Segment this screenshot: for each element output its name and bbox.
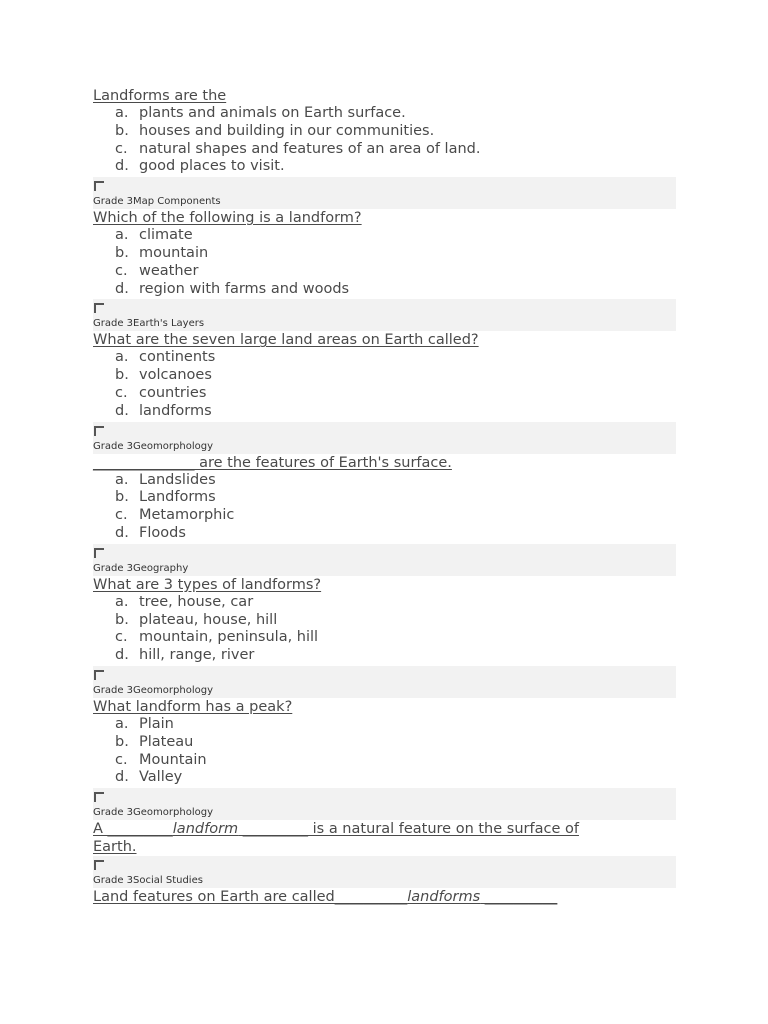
question-4 bbox=[93, 454, 676, 472]
checkbox-icon[interactable] bbox=[94, 303, 104, 313]
answer-blank: ______________ bbox=[93, 454, 195, 471]
question-text: _________ is a natural feature on the surface of bbox=[238, 821, 579, 838]
checkbox-icon[interactable] bbox=[94, 792, 104, 802]
choice-letter: b. bbox=[115, 122, 129, 139]
checkbox-icon[interactable] bbox=[94, 181, 104, 191]
choice-b bbox=[93, 489, 676, 507]
question-8 bbox=[93, 888, 676, 906]
question-5: What are 3 types of landforms? bbox=[93, 576, 322, 593]
choice-letter: a. bbox=[115, 593, 129, 610]
choice-b bbox=[93, 245, 676, 263]
choice-letter: b. bbox=[115, 244, 129, 261]
choice-letter: a. bbox=[115, 715, 129, 732]
choice-letter: b. bbox=[115, 367, 129, 384]
question-1: Landforms are the bbox=[93, 88, 227, 104]
category-label: Grade 3Map Components bbox=[93, 196, 221, 208]
choice-text: plateau, house, hill bbox=[139, 611, 278, 628]
question-text: are the features of Earth's surface. bbox=[194, 454, 452, 471]
choice-text: tree, house, car bbox=[139, 593, 254, 610]
choice-letter: d. bbox=[115, 402, 129, 419]
choice-text: region with farms and woods bbox=[139, 280, 350, 297]
choice-text: Floods bbox=[139, 524, 186, 541]
checkbox-icon[interactable] bbox=[94, 426, 104, 436]
choice-c bbox=[93, 263, 676, 281]
choice-letter: b. bbox=[115, 489, 129, 506]
choice-text: Landslides bbox=[139, 471, 216, 488]
choice-text: good places to visit. bbox=[139, 158, 285, 175]
question-separator bbox=[93, 299, 676, 331]
question-1-choices bbox=[93, 105, 676, 176]
choice-text: Metamorphic bbox=[139, 507, 235, 524]
choice-text: Plateau bbox=[139, 733, 194, 750]
choice-letter: d. bbox=[115, 647, 129, 664]
question-3-choices bbox=[93, 349, 676, 420]
choice-letter: c. bbox=[115, 140, 128, 157]
choice-text: volcanoes bbox=[139, 367, 212, 384]
choice-c bbox=[93, 752, 676, 770]
question-5-choices bbox=[93, 594, 676, 665]
choice-text: Landforms bbox=[139, 489, 216, 506]
checkbox-icon[interactable] bbox=[94, 548, 104, 558]
choice-b bbox=[93, 367, 676, 385]
category-label: Grade 3Geomorphology bbox=[93, 440, 213, 452]
choice-d bbox=[93, 769, 676, 787]
choice-a bbox=[93, 472, 676, 490]
choice-letter: c. bbox=[115, 384, 128, 401]
question-separator bbox=[93, 422, 676, 454]
question-3: What are the seven large land areas on Earth called? bbox=[93, 332, 479, 349]
choice-letter: b. bbox=[115, 733, 129, 750]
choice-letter: a. bbox=[115, 349, 129, 366]
category-label: Grade 3Geomorphology bbox=[93, 807, 213, 819]
choice-letter: c. bbox=[115, 751, 128, 768]
choice-text: Plain bbox=[139, 715, 174, 732]
choice-text: continents bbox=[139, 349, 216, 366]
question-7 bbox=[93, 820, 676, 856]
choice-b bbox=[93, 612, 676, 630]
choice-text: landforms bbox=[139, 402, 212, 419]
choice-d bbox=[93, 525, 676, 543]
category-label: Grade 3Earth's Layers bbox=[93, 318, 205, 330]
question-4-choices bbox=[93, 472, 676, 543]
worksheet-page bbox=[93, 87, 676, 906]
category-label: Grade 3Geomorphology bbox=[93, 684, 213, 696]
question-6: What landform has a peak? bbox=[93, 698, 293, 715]
choice-c bbox=[93, 507, 676, 525]
category-label: Grade 3Geography bbox=[93, 562, 189, 574]
question-separator bbox=[93, 666, 676, 698]
choice-a bbox=[93, 349, 676, 367]
question-6-choices bbox=[93, 716, 676, 787]
choice-text: countries bbox=[139, 384, 207, 401]
choice-text: Valley bbox=[139, 769, 183, 786]
choice-letter: c. bbox=[115, 507, 128, 524]
choice-letter: d. bbox=[115, 769, 129, 786]
choice-b bbox=[93, 734, 676, 752]
choice-a bbox=[93, 716, 676, 734]
choice-d bbox=[93, 403, 676, 421]
question-text: A _________ bbox=[93, 821, 173, 838]
checkbox-icon[interactable] bbox=[94, 670, 104, 680]
choice-text: houses and building in our communities. bbox=[139, 122, 435, 139]
choice-c bbox=[93, 385, 676, 403]
choice-text: hill, range, river bbox=[139, 647, 255, 664]
choice-text: plants and animals on Earth surface. bbox=[139, 105, 406, 121]
choice-a bbox=[93, 227, 676, 245]
choice-letter: a. bbox=[115, 471, 129, 488]
category-label: Grade 3Social Studies bbox=[93, 875, 203, 887]
choice-letter: d. bbox=[115, 524, 129, 541]
choice-text: weather bbox=[139, 262, 199, 279]
choice-text: Mountain bbox=[139, 751, 207, 768]
question-separator bbox=[93, 544, 676, 576]
choice-letter: d. bbox=[115, 280, 129, 297]
checkbox-icon[interactable] bbox=[94, 860, 104, 870]
question-text: Earth. bbox=[93, 839, 137, 856]
choice-letter: a. bbox=[115, 227, 129, 244]
choice-text: mountain, peninsula, hill bbox=[139, 629, 319, 646]
question-separator bbox=[93, 856, 676, 888]
choice-d bbox=[93, 281, 676, 299]
question-text: Land features on Earth are called__________ bbox=[93, 889, 408, 906]
choice-c bbox=[93, 141, 676, 159]
question-separator bbox=[93, 788, 676, 820]
choice-d bbox=[93, 647, 676, 665]
choice-letter: c. bbox=[115, 629, 128, 646]
choice-b bbox=[93, 123, 676, 141]
question-2: Which of the following is a landform? bbox=[93, 210, 362, 227]
choice-a bbox=[93, 594, 676, 612]
choice-text: natural shapes and features of an area of land. bbox=[139, 140, 481, 157]
choice-text: mountain bbox=[139, 244, 209, 261]
choice-letter: a. bbox=[115, 105, 129, 121]
choice-c bbox=[93, 629, 676, 647]
question-text: __________ bbox=[480, 889, 558, 906]
question-2-choices bbox=[93, 227, 676, 298]
choice-letter: b. bbox=[115, 611, 129, 628]
choice-d bbox=[93, 158, 676, 176]
choice-text: climate bbox=[139, 227, 193, 244]
choice-a bbox=[93, 105, 676, 123]
answer-text: landform bbox=[172, 821, 239, 838]
choice-letter: d. bbox=[115, 158, 129, 175]
question-separator bbox=[93, 177, 676, 209]
answer-text: landforms bbox=[407, 889, 481, 906]
choice-letter: c. bbox=[115, 262, 128, 279]
